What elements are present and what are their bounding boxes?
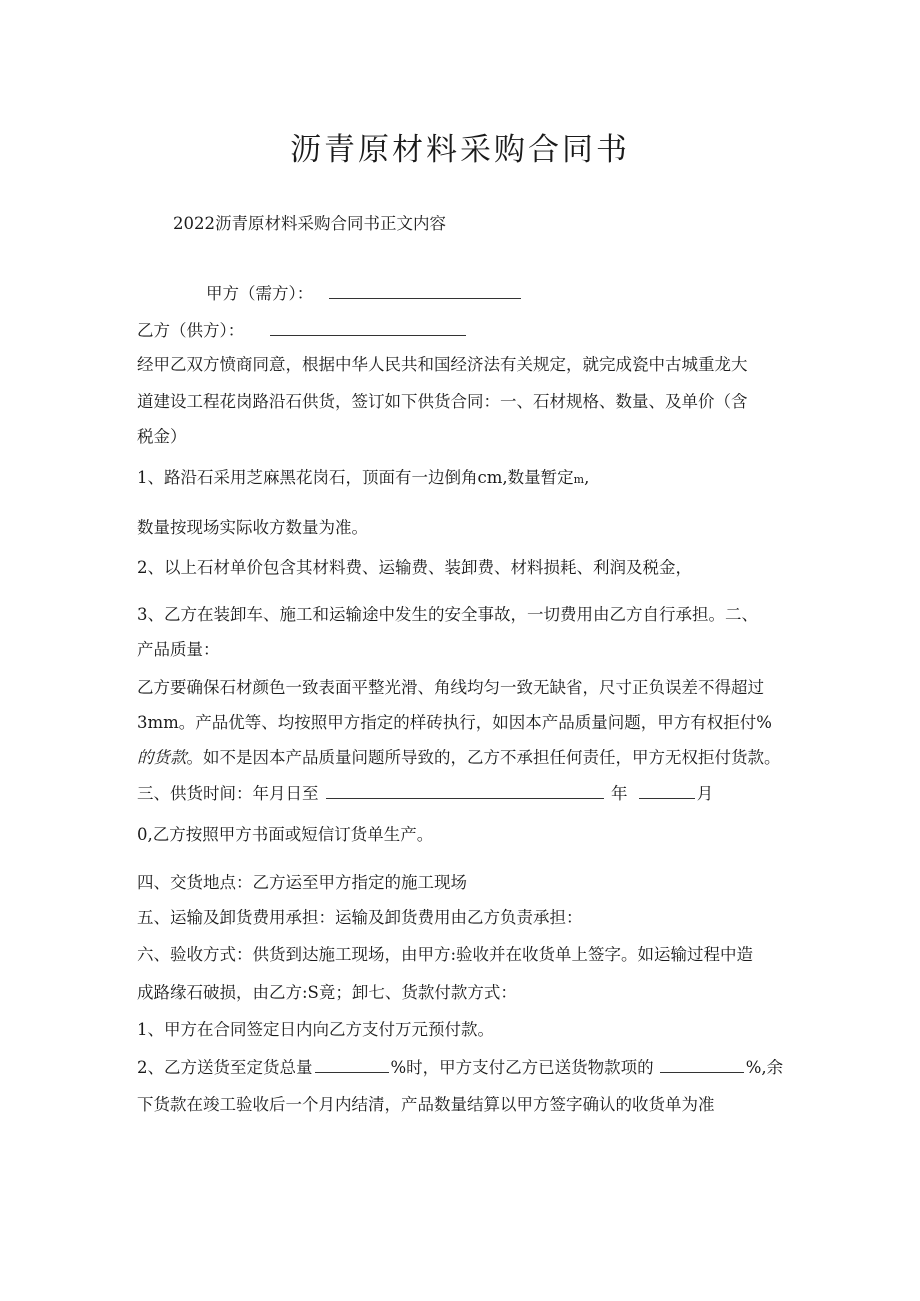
- party-a-line: [206, 282, 523, 306]
- intro-line-3: 税金）: [137, 427, 187, 446]
- party-a-label: 甲方（需方）：: [206, 284, 314, 303]
- item-1-text: 1、路沿石采用芝麻黑花岗石，顶面有一边倒角cm,数量暂定: [137, 468, 574, 487]
- intro-line-1: 经甲乙双方愤商同意，根据中华人民共和国经济法有关规定，就完成瓷中古城重龙大: [137, 355, 748, 374]
- quality-italic-text: 的货款: [137, 748, 187, 767]
- payment-total-blank: [315, 1057, 389, 1073]
- intro-line-2: 道建设工程花岗路沿石供货，签订如下供货合同：一、石材规格、数量、及单价（含: [137, 392, 748, 411]
- item-1-unit: m: [573, 473, 585, 486]
- party-a-blank: [329, 283, 521, 299]
- payment-2-part-a: 2、乙方送货至定货总量: [137, 1058, 313, 1077]
- supply-year-label: 年: [611, 784, 628, 803]
- payment-2-line-2: 下货款在竣工验收后一个月内结清，产品数量结算以甲方签字确认的收货单为准: [137, 1095, 715, 1114]
- supply-end-blank: [326, 783, 604, 799]
- item-1-line-2: 数量按现场实际收方数量为准。: [137, 518, 368, 537]
- payment-2-line: [137, 1056, 783, 1080]
- payment-2-part-b: %时，甲方支付乙方已送货物款项的: [390, 1058, 654, 1077]
- transport-cost-line: 五、运输及卸货费用承担：运输及卸货费用由乙方负责承担：: [137, 908, 583, 927]
- quality-line-3: [137, 746, 781, 770]
- item-1-tail: ,: [584, 468, 590, 487]
- item-1-line: [137, 466, 589, 492]
- item-3-line-2: 产品质量：: [137, 640, 220, 659]
- party-b-line: [137, 319, 468, 343]
- supply-time-line-2: 0,乙方按照甲方书面或短信订货单生产。: [137, 825, 434, 844]
- document-title: 沥青原材料采购合同书: [290, 132, 630, 168]
- supply-month-label: 月: [696, 784, 714, 803]
- acceptance-line-2: 成路缘石破损，由乙方:S竟；卸七、货款付款方式：: [137, 983, 517, 1002]
- payment-2-part-c: %,余: [745, 1058, 784, 1077]
- document-subtitle: 2022沥青原材料采购合同书正文内容: [173, 214, 446, 233]
- supply-time-label: 三、供货时间：年月日至: [137, 784, 319, 803]
- supply-time-line: [137, 782, 713, 806]
- payment-1-line: 1、甲方在合同签定日内向乙方支付万元预付款。: [137, 1020, 494, 1039]
- item-2-line: 2、以上石材单价包含其材料费、运输费、装卸费、材料损耗、利润及税金，: [137, 558, 692, 577]
- delivery-place-line: 四、交货地点：乙方运至甲方指定的施工现场: [137, 873, 467, 892]
- party-b-label: 乙方（供方）：: [137, 321, 245, 340]
- quality-line-1: 乙方要确保石材颜色一致表面平整光滑、角线均匀一致无缺省，尺寸正负误差不得超过: [137, 678, 764, 697]
- supply-month-blank: [639, 783, 695, 799]
- payment-ratio-blank: [660, 1057, 744, 1073]
- party-b-blank: [270, 320, 466, 336]
- item-3-line-1: 3、乙方在装卸车、施工和运输途中发生的安全事故，一切费用由乙方自行承担。二、: [137, 605, 758, 624]
- quality-line-2: 3mm。产品优等、均按照甲方指定的样砖执行，如因本产品质量问题，甲方有权拒付%: [137, 713, 772, 732]
- acceptance-line-1: 六、验收方式：供货到达施工现场，由甲方:验收并在收货单上签字。如运输过程中造: [137, 945, 754, 964]
- quality-line-3-rest: 。如不是因本产品质量问题所导致的，乙方不承担任何责任，甲方无权拒付货款。: [186, 748, 781, 767]
